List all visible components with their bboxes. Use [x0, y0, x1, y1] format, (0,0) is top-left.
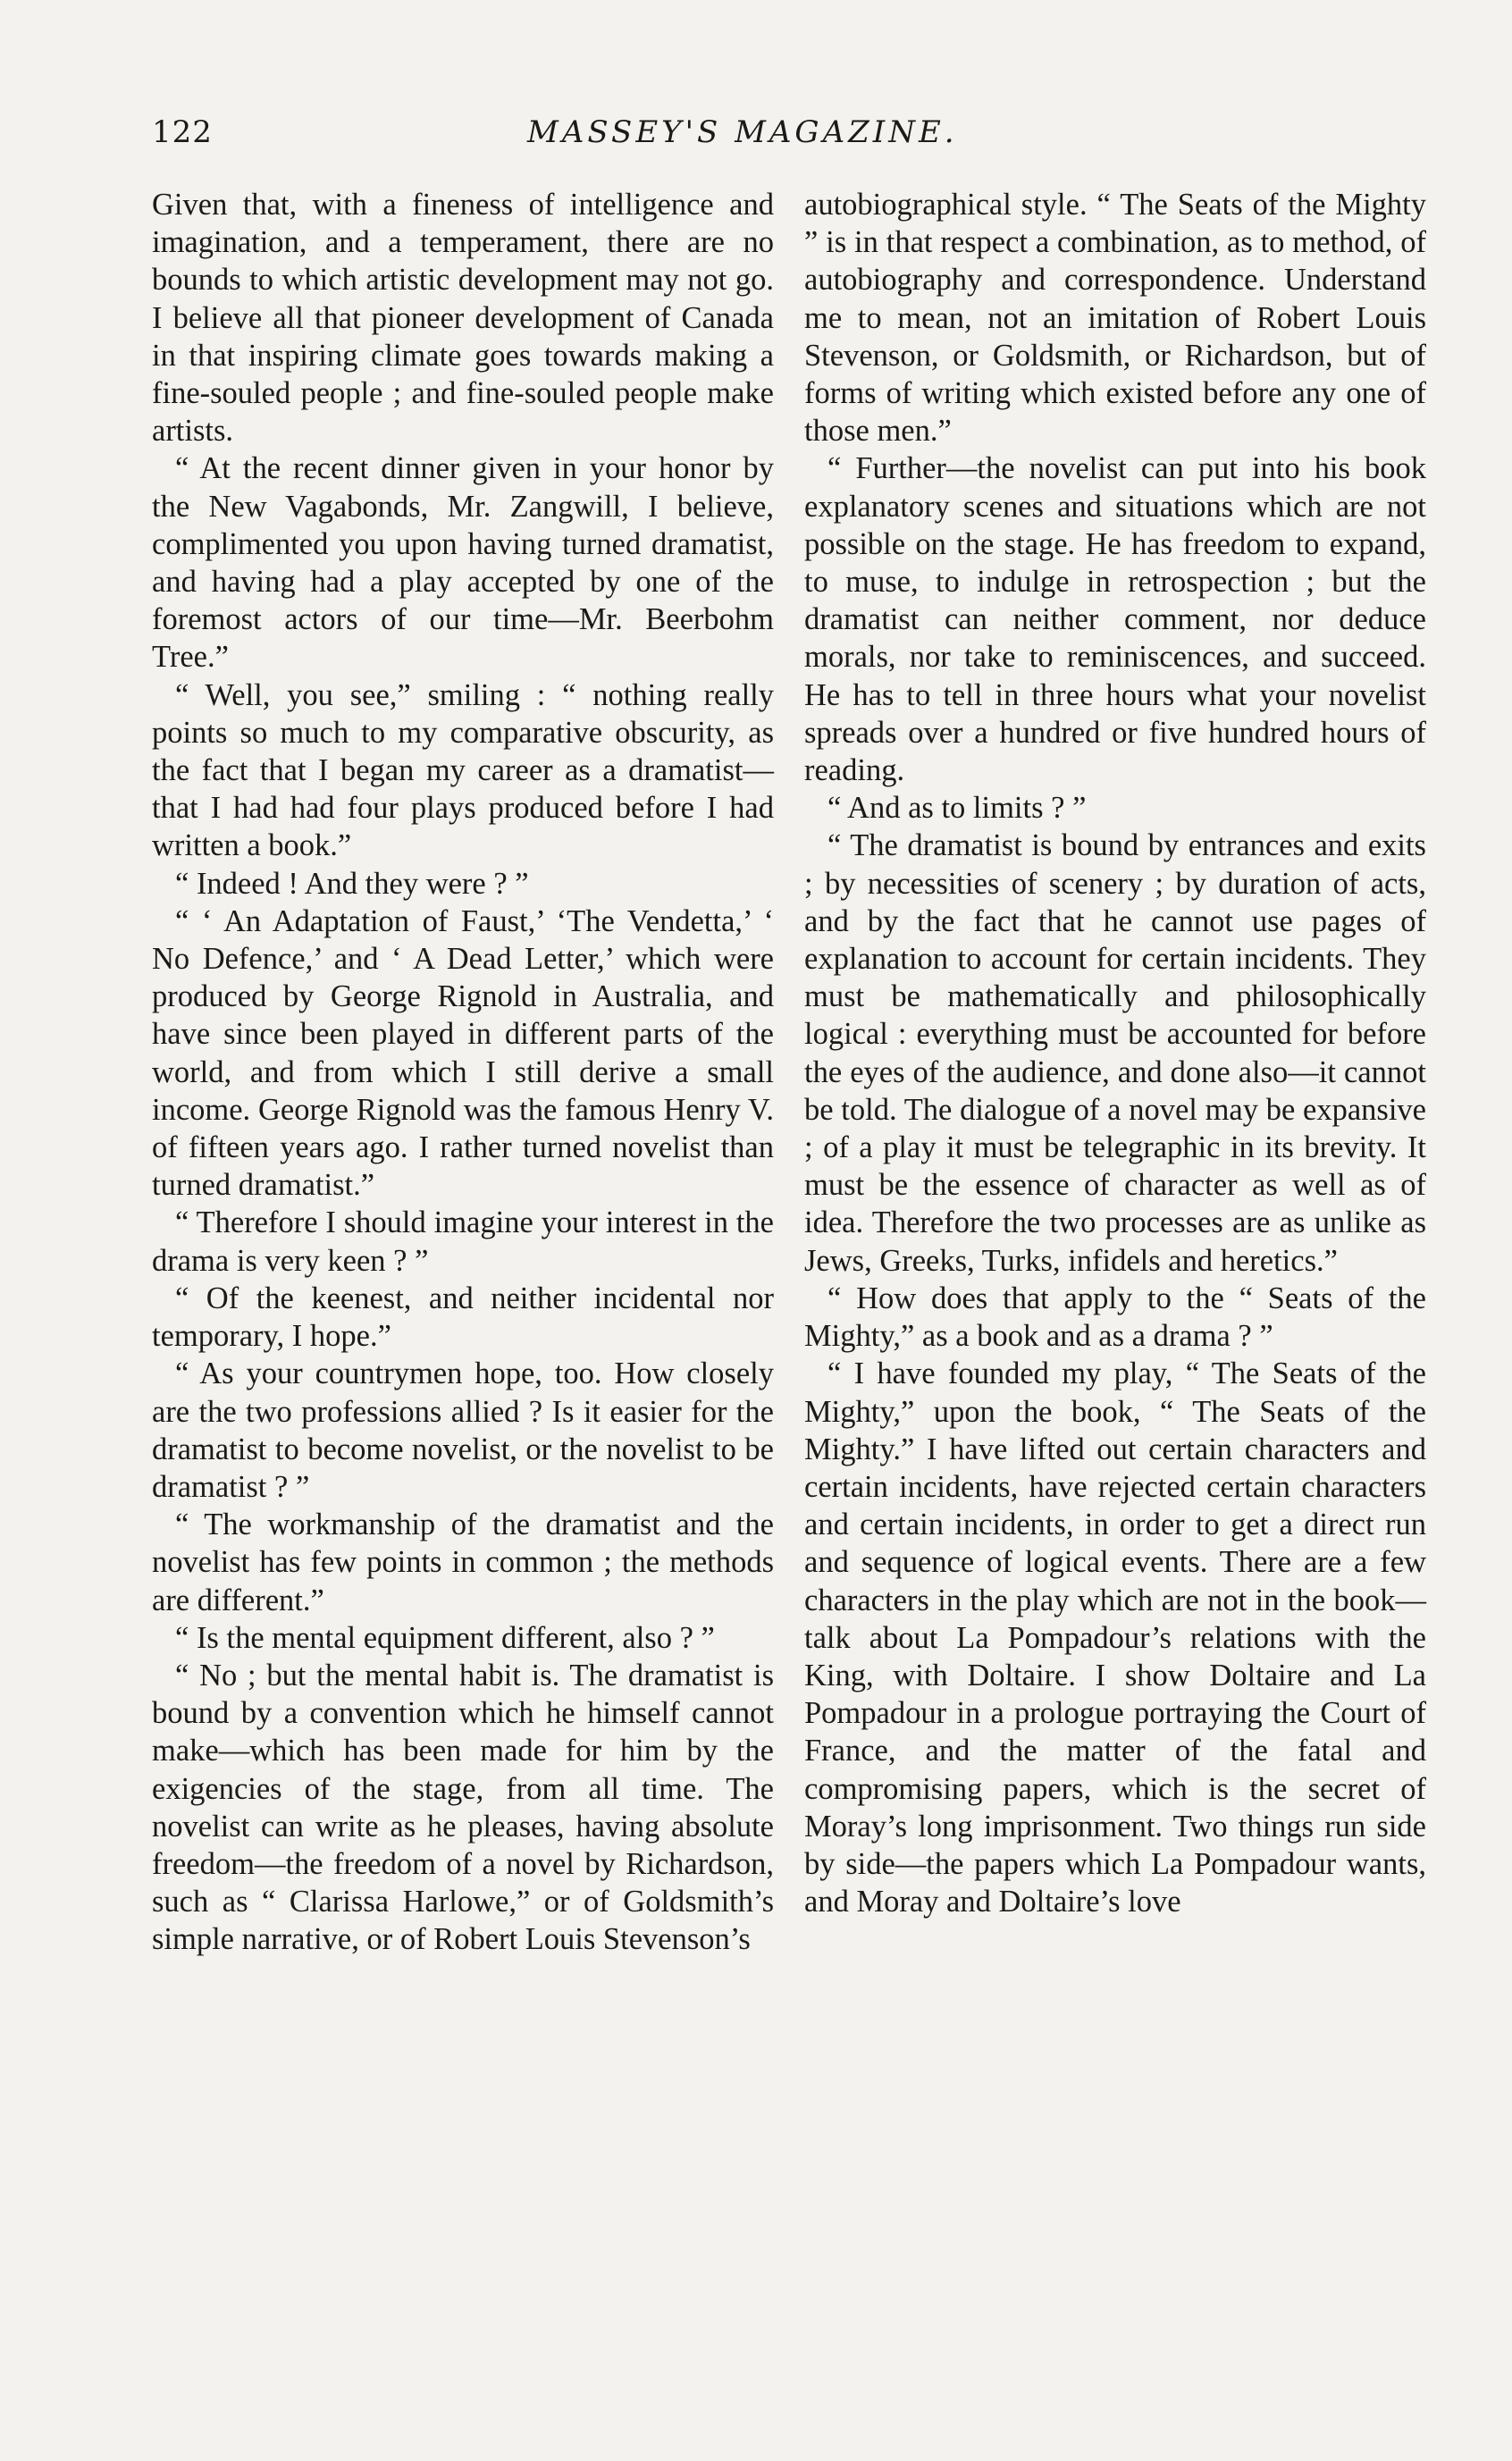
paragraph: “ How does that apply to the “ Seats of the Mighty,” as a book and as a drama ? ”: [804, 1281, 1426, 1354]
paragraph: autobiographical style. “ The Seats of the Mighty ” is in that respect a combination, as to method, of autobiography and correspondence. Understand me to mean, not an imitation of Robert Louis Stevenson, or Goldsmith, or Richardson, but of forms of writing which existed before any one of those men.”: [804, 188, 1426, 449]
paragraph: “ Further—the novelist can put into his book explanatory scenes and situations which are not possible on the stage. He has freedom to expand, to muse, to indulge in retrospection ; but the dramatist can neither comment, nor deduce morals, nor take to reminiscences, and succeed. He has to tell in three hours what your novelist spreads over a hundred or five hundred hours of reading.: [804, 451, 1426, 788]
paragraph: “ Of the keenest, and neither incidental nor temporary, I hope.”: [152, 1281, 774, 1354]
left-column: [152, 186, 774, 2295]
paragraph: “ Therefore I should imagine your interest in the drama is very keen ? ”: [152, 1205, 774, 1278]
page-header: [152, 114, 1421, 168]
paragraph: Given that, with a fineness of intelligence and imagination, and a temperament, there are no bounds to which artistic development may not go. I believe all that pioneer development of Canada in that inspiring climate goes towards making a fine-souled people ; and fine-souled people make artists.: [152, 188, 774, 449]
paragraph: “ The workmanship of the dramatist and the novelist has few points in common ; the methods are different.”: [152, 1508, 774, 1617]
right-column: [804, 186, 1426, 2295]
paragraph: “ As your countrymen hope, too. How closely are the two professions allied ? Is it easier for the dramatist to become novelist, or the novelist to be dramatist ? ”: [152, 1356, 774, 1504]
paragraph: “ And as to limits ? ”: [827, 791, 1087, 826]
running-head: MASSEY'S MAGAZINE.: [527, 114, 958, 150]
paragraph: “ Indeed ! And they were ? ”: [175, 866, 529, 901]
paragraph: “ The dramatist is bound by entrances and exits ; by necessities of scenery ; by duration of acts, and by the fact that he cannot use pages of explanation to account for certain incidents. They must be mathematically and philosophically logical : everything must be accounted for before the eyes of the audience, and done also—it cannot be told. The dialogue of a novel may be expansive ; of a play it must be telegraphic in its brevity. It must be the essence of character as well as of idea. Therefore the two processes are as unlike as Jews, Greeks, Turks, infidels and heretics.”: [804, 828, 1426, 1278]
page-number: 122: [152, 114, 213, 150]
paragraph: “ I have founded my play, “ The Seats of the Mighty,” upon the book, “ The Seats of the Mighty.” I have lifted out certain characters and certain incidents, have rejected certain characters and certain incidents, in order to get a direct run and sequence of logical events. There are a few characters in the play which are not in the book—talk about La Pompadour’s relations with the King, with Doltaire. I show Doltaire and La Pompadour in a prologue portraying the Court of France, and the matter of the fatal and compromising papers, which is the secret of Moray’s long imprisonment. Two things run side by side—the papers which La Pompadour wants, and Moray and Doltaire’s love: [804, 1356, 1426, 1919]
paragraph: “ Is the mental equipment different, also ? ”: [175, 1620, 715, 1655]
paragraph: “ Well, you see,” smiling : “ nothing really points so much to my comparative obscurity, as the fact that I began my career as a dramatist—that I had had four plays produced before I had written a book.”: [152, 677, 774, 863]
paragraph: “ At the recent dinner given in your honor by the New Vagabonds, Mr. Zangwill, I believe, complimented you upon having turned dramatist, and having had a play accepted by one of the foremost actors of our time—Mr. Beerbohm Tree.”: [152, 451, 774, 675]
paragraph: “ No ; but the mental habit is. The dramatist is bound by a convention which he himself cannot make—which has been made for him by the exigencies of the stage, from all time. The novelist can write as he pleases, having absolute freedom—the freedom of a novel by Richardson, such as “ Clarissa Harlowe,” or of Goldsmith’s simple narrative, or of Robert Louis Stevenson’s: [152, 1658, 774, 1957]
paragraph: “ ‘ An Adaptation of Faust,’ ‘The Vendetta,’ ‘ No Defence,’ and ‘ A Dead Letter,’ which were produced by George Rignold in Australia, and have since been played in different parts of the world, and from which I still derive a small income. George Rignold was the famous Henry V. of fifteen years ago. I rather turned novelist than turned dramatist.”: [152, 903, 774, 1203]
